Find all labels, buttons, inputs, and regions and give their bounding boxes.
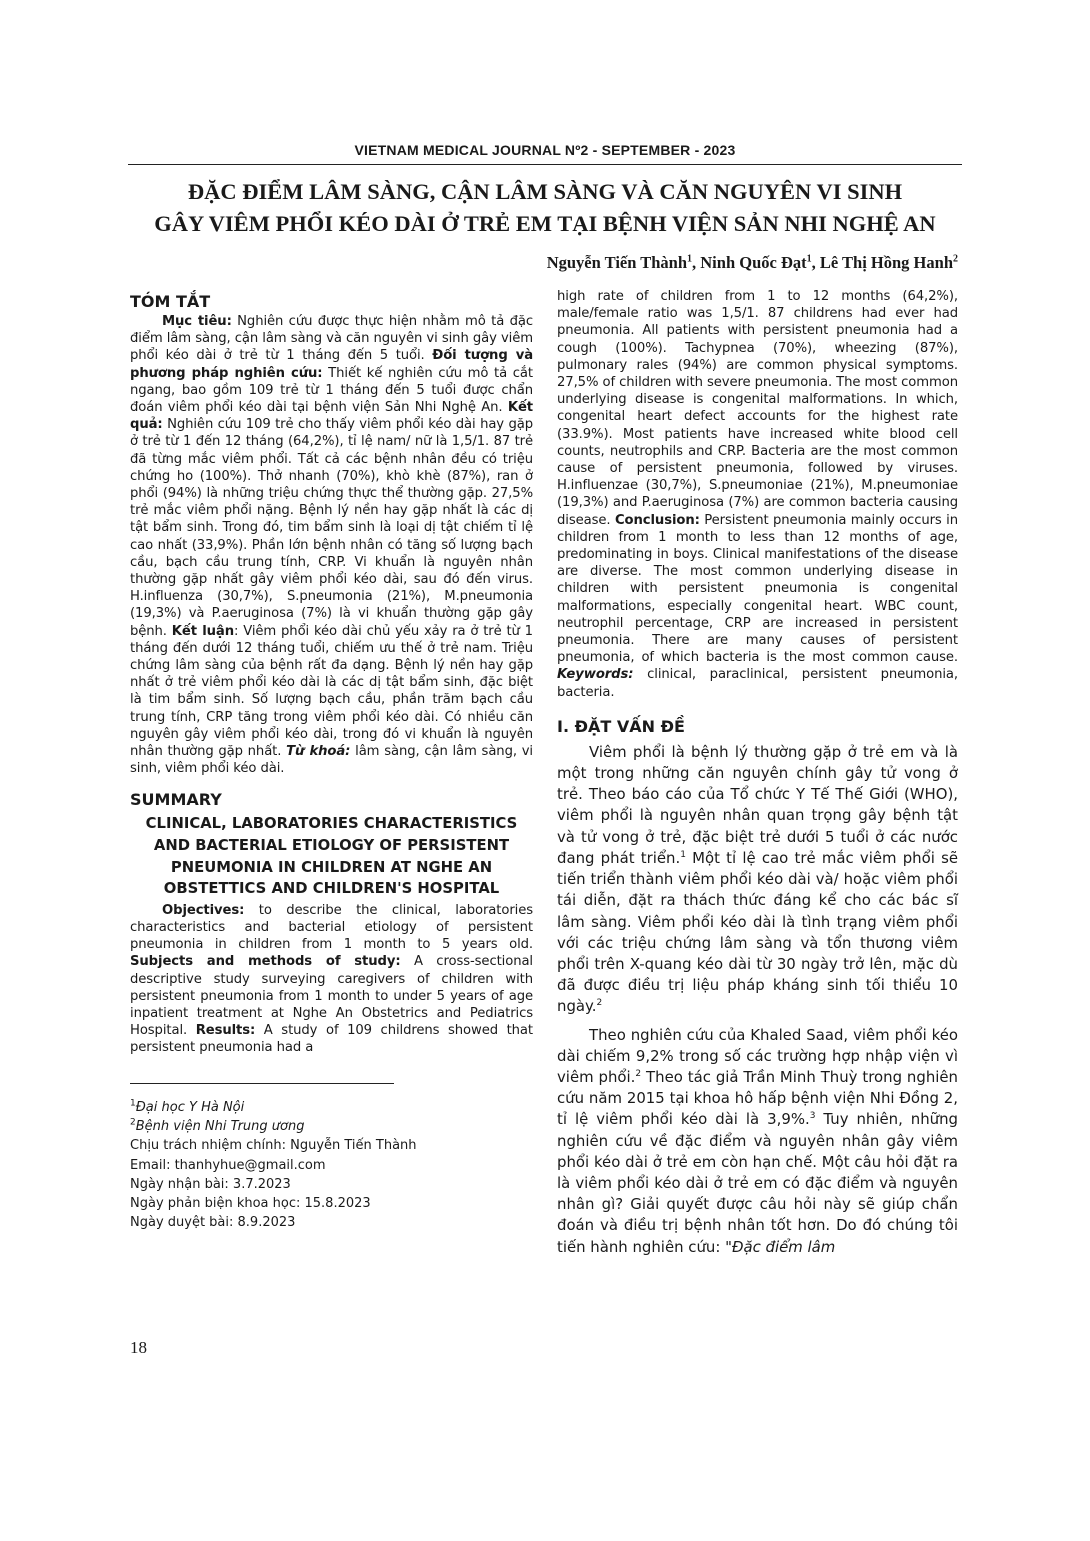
text-results-part1: A study of 109 childrens showed that persistent pneumonia had a — [130, 1023, 533, 1056]
footnote-accepted: Ngày duyệt bài: 8.9.2023 — [130, 1215, 296, 1231]
footnote-affiliation-1 — [130, 1098, 533, 1117]
text-objectives: to describe the clinical, laboratories characteristics and bacterial etiology of persistent pneumonia in children from 1 month to 5 years old. — [130, 902, 533, 953]
study-title-italic: "Đặc điểm lâm — [725, 1237, 836, 1256]
text-tu-khoa: lâm sàng, cận lâm sàng, vi sinh, viêm phổi kéo dài. — [130, 744, 533, 777]
right-column — [557, 288, 958, 1258]
citation-mark: 2 — [635, 1068, 642, 1079]
label-keywords: Keywords: — [557, 667, 634, 683]
journal-header: VIETNAM MEDICAL JOURNAL Nº2 - SEPTEMBER - 2023 — [128, 142, 962, 165]
section-heading-introduction: I. ĐẶT VẤN ĐỀ — [557, 716, 685, 736]
summary-body-right — [557, 288, 958, 701]
abstract-vi-body — [130, 313, 533, 777]
footnote-mark: 1 — [130, 1098, 136, 1109]
label-objectives: Objectives: — [162, 902, 245, 918]
author-name: Lê Thị Hồng Hanh — [819, 253, 953, 272]
text-muc-tieu: Nghiên cứu được thực hiện nhằm mô tả đặc điểm lâm sàng, cận lâm sàng và căn nguyên vi sinh gây viêm phổi kéo dài ở trẻ từ 1 tháng đến 5 tuổi. — [130, 314, 534, 364]
summary-heading: SUMMARY — [130, 790, 222, 810]
author-name: Nguyễn Tiến Thành — [546, 253, 688, 272]
title-line-2: GÂY VIÊM PHỔI KÉO DÀI Ở TRẺ EM TẠI BỆNH VIỆN SẢN NHI NGHỆ AN — [154, 211, 936, 236]
label-muc-tieu: Mục tiêu: — [162, 314, 232, 329]
footnote-divider — [130, 1083, 394, 1084]
text-doi-tuong: Thiết kế nghiên cứu mô tả cắt ngang, bao gồm 109 trẻ từ 1 tháng đến 5 tuổi được chẩn đoán viêm phổi kéo dài tại bệnh viện Sản Nhi Nghệ An. — [130, 365, 533, 416]
author-affiliation-mark: 2 — [953, 253, 958, 265]
summary-body-left — [130, 902, 533, 1057]
intro-text: Viêm phổi là bệnh lý thường gặp ở trẻ em và là một trong những căn nguyên chính gây tử vong ở trẻ. Theo báo cáo của Tổ chức Y Tế Thế Giới (WHO), viêm phổi là nguyên nhân quan trọng gây bệnh tật và tử vong ở trẻ, đặc biệt trẻ dưới 5 tuổi ở các nước đang phát triển. — [557, 742, 958, 867]
footnote-received: Ngày nhận bài: 3.7.2023 — [130, 1176, 291, 1192]
text-results-part2: high rate of children from 1 to 12 months (64,2%), male/female ratio was 1,5/1. 87 childrens had ever had pneumonia. All patients with persistent pneumonia had a cough (100%). Tachypnea (70%), wheezing (87%), pulmonary rales (94%) are common physical symptoms. 27,5% of children with severe pneumonia. The most common underlying disease is congenital malformations. In which, congenital heart defect accounts for the highest rate (33.9%). Most patients have increased white blood cell counts, neutrophils and CRP. Bacteria are the most common cause of persistent pneumonia, followed by viruses. H.influenzae (30,7%), S.pneumoniae (21%), M.pneumoniae (19,3%) and P.aeruginosa (7%) are common bacteria causing disease. — [557, 289, 958, 528]
page-number: 18 — [130, 1338, 147, 1357]
footnote-reviewed: Ngày phản biện khoa học: 15.8.2023 — [130, 1196, 371, 1212]
citation-mark: 2 — [596, 998, 603, 1009]
title-line-1: ĐẶC ĐIỂM LÂM SÀNG, CẬN LÂM SÀNG VÀ CĂN NGUYÊN VI SINH — [187, 179, 903, 204]
footnote-email: Email: thanhyhue@gmail.com — [130, 1157, 326, 1173]
text-ket-luan: : Viêm phổi kéo dài chủ yếu xảy ra ở trẻ từ 1 tháng đến dưới 12 tháng tuổi, chiếm ưu thế ở trẻ nam. Triệu chứng lâm sàng của bệnh rất đa dạng. Bệnh lý nền hay gặp nhất ở trẻ viêm phổi kéo dài là các dị tật bẩm sinh, đặc biệt là tim bẩm sinh. Số lượng bạch cầu, phần trăm bạch cầu trung tính, CRP tăng trong viêm phổi kéo dài. Có nhiều căn nguyên gây viêm phổi kéo dài, trong đó vi khuẩn là nguyên nhân thường gặp nhất. — [130, 623, 533, 760]
text-subjects: A cross-sectional descriptive study surveying caregivers of children with persistent pneumonia from 1 month to under 5 years of age inpatient treatment at Nghe An Obstetrics and Pediatrics Hospital. — [130, 954, 533, 1039]
text-keywords: clinical, paraclinical, persistent pneumonia, bacteria. — [557, 667, 958, 700]
intro-text: Theo nghiên cứu của Khaled Saad, viêm phổi kéo dài chiếm 9,2% trong số các trường hợp nhập viện vì viêm phổi. — [557, 1025, 958, 1086]
text-ket-qua: Nghiên cứu 109 trẻ cho thấy viêm phổi kéo dài hay gặp ở trẻ từ 1 đến 12 tháng (64,2%), tỉ lệ nam/ nữ là 1,5/1. 87 trẻ đã từng mắc viêm phổi. Tất cả các bệnh nhân đều có triệu chứng ho (100%). Thở nhanh (70%), khò khè (87%), ran ở phổi (94%) là những triệu chứng thực thể thường gặp. 27,5% trẻ mắc viêm phổi nặng. Bệnh lý nền hay gặp nhất là các dị tật bẩm sinh. Trong đó, tim bẩm sinh là loại dị tật chiếm tỉ lệ cao nhất (33,9%). Phần lớn bệnh nhân có tăng số lượng bạch cầu, bạch cầu trung tính, CRP. Vi khuẩn là nguyên nhân thường gặp nhất gây viêm phổi kéo dài, sau đó đến virus. H.influenza (30,7%), S.pneumonia (21%), M.pneumonia (19,3%) và P.aeruginosa (7%) là vi khuẩn thường gặp gây bệnh. — [130, 417, 533, 639]
footnote-mark: 2 — [130, 1117, 136, 1128]
author-affiliation-mark: 1 — [687, 253, 693, 265]
label-doi-tuong: Đối tượng và phương pháp nghiên cứu: — [130, 348, 533, 381]
intro-paragraph-1 — [557, 742, 958, 1018]
label-results: Results: — [195, 1023, 256, 1039]
intro-paragraph-2 — [557, 1025, 958, 1258]
left-column — [130, 288, 533, 1233]
label-ket-qua: Kết quả: — [130, 400, 533, 433]
english-title: CLINICAL, LABORATORIES CHARACTERISTICS AND BACTERIAL ETIOLOGY OF PERSISTENT PNEUMONIA IN CHILDREN AT NGHE AN OBSTETTICS AND CHILDREN'S HOSPITAL — [145, 815, 518, 898]
article-title — [100, 176, 990, 240]
affiliation-name: Đại học Y Hà Nội — [135, 1099, 245, 1115]
author-name: Ninh Quốc Đạt — [700, 253, 807, 272]
label-conclusion: Conclusion: — [614, 512, 700, 528]
label-tu-khoa: Từ khoá: — [286, 744, 351, 760]
affiliation-name: Bệnh viện Nhi Trung ương — [135, 1118, 305, 1134]
footnote-corresponding: Chịu trách nhiệm chính: Nguyễn Tiến Thành — [130, 1138, 417, 1154]
footnote-affiliation-2 — [130, 1117, 533, 1136]
label-ket-luan: Kết luận — [171, 623, 234, 639]
intro-text: Theo tác giả Trần Minh Thuỳ trong nghiên cứu năm 2015 tại khoa hô hấp bệnh viện Nhi Đồng 2, tỉ lệ viêm phổi kéo dài là 3,9%. — [557, 1067, 958, 1129]
label-subjects: Subjects and methods of study: — [130, 954, 401, 970]
intro-text: Một tỉ lệ cao trẻ mắc viêm phổi sẽ tiến triển thành viêm phổi kéo dài và/ hoặc viêm phổi tái diễn, đặt ra thách thức đáng kể cho các bác sĩ lâm sàng. Viêm phổi kéo dài là tình trạng viêm phổi với các triệu chứng lâm sàng và tổn thương viêm phổi trên X-quang kéo dài từ 30 ngày trở lên, mặc dù đã được điều trị liệu pháp kháng sinh tối thiểu 10 ngày. — [557, 848, 958, 1016]
text-conclusion: Persistent pneumonia mainly occurs in children from 1 month to less than 12 months of age, predominating in boys. Clinical manifestations of the disease are diverse. The most common underlying disease in children with persistent pneumonia is congenital malformations, especially congenital heart. WBC count, neutrophil percentage, CRP are increased in persistent pneumonia. There are many causes of persistent pneumonia, of which bacteria is the most common cause. — [557, 512, 958, 666]
citation-mark: 3 — [809, 1111, 816, 1122]
abstract-vi-heading: TÓM TẮT — [130, 292, 211, 311]
citation-mark: 1 — [680, 849, 686, 860]
author-list: Nguyễn Tiến Thành$^1$, Ninh Quốc Đạt$^1$, Lê Thị Hồng Hanh$^2$ — [546, 253, 958, 272]
author-affiliation-mark: 1 — [806, 253, 812, 265]
intro-text: Tuy nhiên, những nghiên cứu về đặc điểm và nguyên nhân gây viêm phổi kéo dài ở trẻ em còn hạn chế. Một câu hỏi đặt ra là viêm phổi kéo dài ở trẻ em có đặc điểm và nguyên nhân gì? Giải quyết được câu hỏi này sẽ giúp chẩn đoán và điều trị bệnh nhân tốt hơn. Do đó chúng tôi tiến hành nghiên cứu: — [557, 1110, 958, 1256]
